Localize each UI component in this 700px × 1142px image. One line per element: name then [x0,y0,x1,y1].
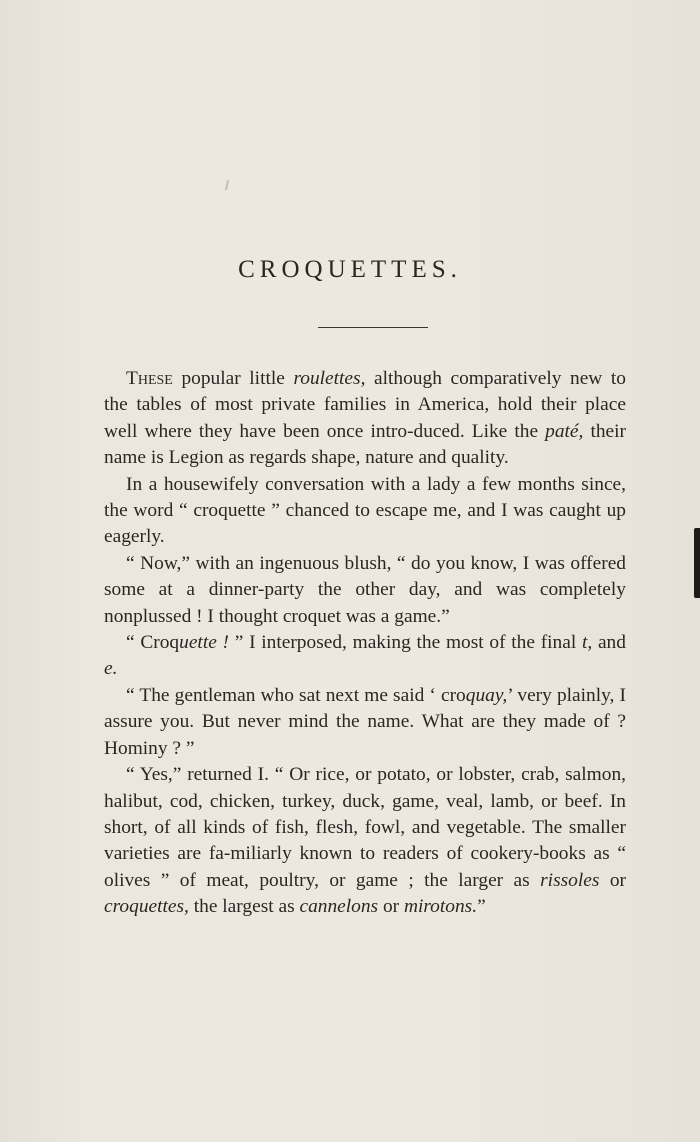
text-run: ’ very plainly, I assure you. But never mind the name. What are they made of ? Hominy ? ” [104,684,626,759]
italic-text: mirotons. [403,896,478,918]
italic-text: uette ! [179,632,229,654]
body-paragraph [104,366,626,472]
chapter-body [104,366,626,921]
italic-text: paté, [545,420,584,442]
body-paragraph [104,630,626,683]
text-run: or [378,896,404,918]
italic-text: rissoles [540,869,600,891]
chapter-title: CROQUETTES. [238,256,462,283]
text-run: ” [477,896,486,918]
text-run: or [599,869,626,891]
body-paragraph [104,551,626,630]
lead-word: These [126,368,173,389]
italic-text: t, [581,632,593,654]
body-paragraph [104,683,626,762]
text-run: the largest as [188,896,300,918]
text-run: popular little [172,368,294,389]
paper-speck [225,180,229,190]
text-run: and [592,632,626,654]
text-run: “ The gentleman who sat next me said ‘ cro [126,684,466,706]
text-run: ” I interposed, making the most of the final [229,632,582,654]
body-paragraph [104,762,626,920]
italic-text: roulettes, [293,368,366,389]
page-edge-tab [694,528,700,598]
italic-text: croquettes, [104,896,189,918]
text-run: “ Croq [126,632,180,654]
title-rule [318,327,428,328]
text-run: although comparatively new to the tables of most private families in America, hold their place well where they have been once intro-duced. Like the [104,368,626,442]
italic-text: quay, [465,684,508,706]
text-run: their name is Legion as regards shape, nature and quality. [104,420,626,469]
text-run: In a housewifely conversation with a lady a few months since, the word “ croquette ” chanced to escape me, and I was caught up eagerly. [104,473,626,548]
text-run: “ Yes,” returned I. “ Or rice, or potato, or lobster, crab, salmon, halibut, cod, chicken, turkey, duck, game, veal, lamb, or beef. In short, of all kinds of fish, flesh, fowl, and vegetable. The smaller varieties are fa-miliarly known to readers of cookery-books as “ olives ” of meat, poultry, or game ; the larger as [104,764,626,891]
text-run: “ Now,” with an ingenuous blush, “ do you know, I was offered some at a dinner-party the other day, and was completely nonplussed ! I thought croquet was a game.” [104,552,626,627]
italic-text: e. [104,658,118,680]
body-paragraph [104,472,626,551]
italic-text: cannelons [299,896,379,918]
